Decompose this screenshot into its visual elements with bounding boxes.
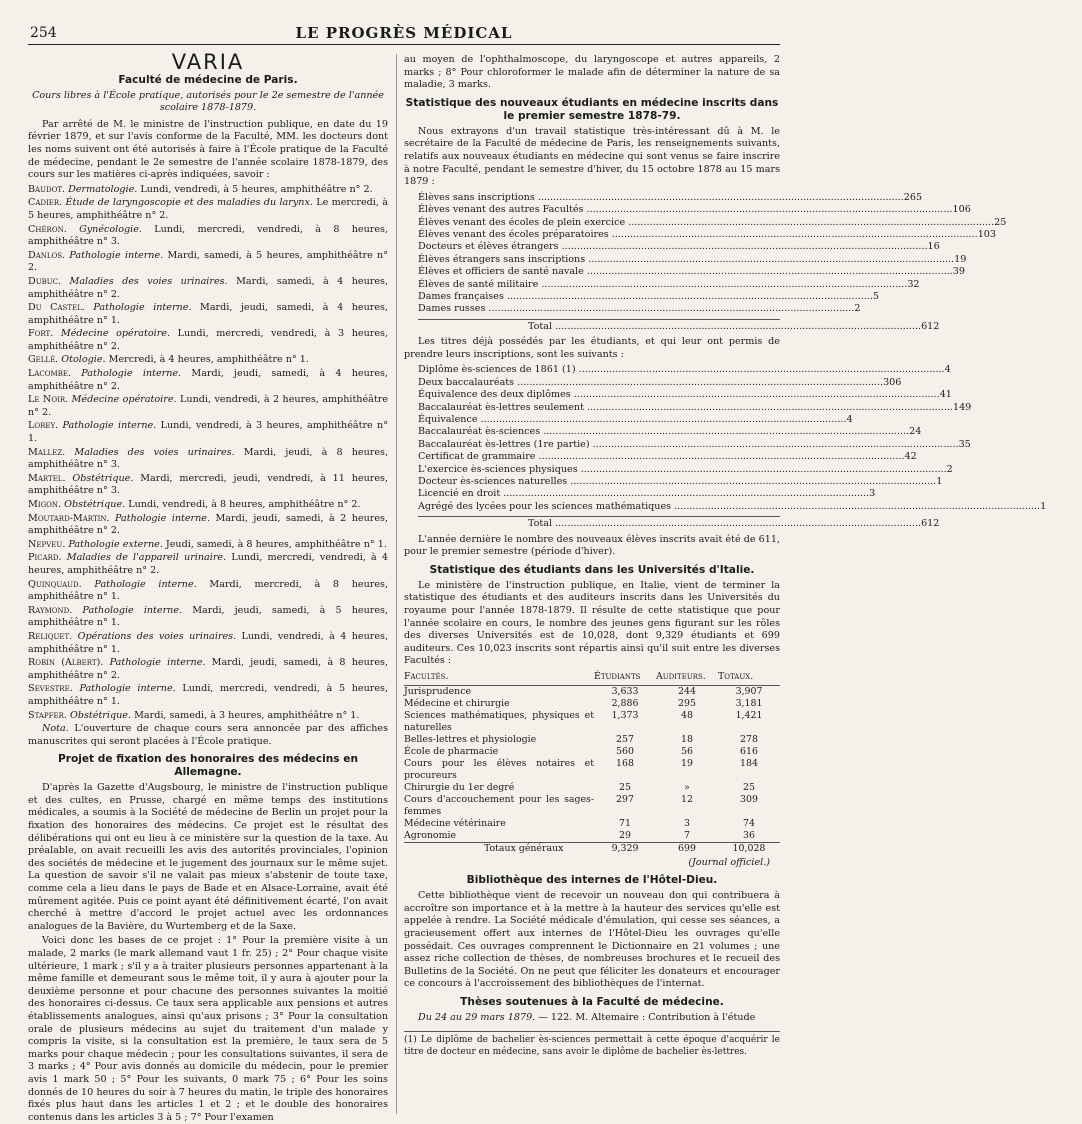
table-cell-faculty: Agronomie xyxy=(404,829,457,841)
theses-date: Du 24 au 29 mars 1879. xyxy=(418,1011,536,1023)
table-cell-number: 10,028 xyxy=(718,842,780,855)
item-value: 19 xyxy=(954,253,967,265)
italy-stats-title: Statistique des étudiants dans les Universités d'Italie. xyxy=(429,563,755,576)
students-stats-total xyxy=(418,319,940,333)
course-lecturer: Stapfer. xyxy=(28,709,67,721)
list-item xyxy=(418,191,923,204)
faculty-paris-subtitle: Cours libres à l'École pratique, autorisés pour le 2e semestre de l'année scolaire 1878-1879. xyxy=(32,89,384,114)
course-lecturer: Picard. xyxy=(28,552,62,564)
course-subject: Pathologie interne. xyxy=(69,249,164,261)
item-value: 149 xyxy=(952,401,972,413)
course-entry xyxy=(28,710,388,723)
course-entry xyxy=(28,276,388,301)
item-value: 35 xyxy=(958,438,971,450)
item-label: Élèves de santé militaire ..... xyxy=(418,279,907,291)
table-cell-faculty: Sciences mathématiques, physiques et naturelles xyxy=(404,709,594,733)
course-lecturer: Lacombe. xyxy=(28,368,71,380)
list-item xyxy=(418,376,902,389)
item-label: Deux baccalauréats ..... xyxy=(418,377,883,389)
table-cell-number: 560 xyxy=(616,745,634,757)
faculty-paris-intro: Par arrêté de M. le ministre de l'instruction publique, en date du 19 février 1879, et sur l'avis conforme de la Faculté, MM. les docteurs dont les noms suivent ont été autorisés à faire à l'École pratique de la Faculté de médecine, pendant le 2e semestre de l'année scolaire 1878-1879, des cours sur les matières ci-après indiquées, savoir : xyxy=(28,118,388,181)
item-label: Baccalauréat ès-lettres (1re partie) ..... xyxy=(418,439,959,451)
item-label: Élèves venant des écoles de plein exercice ..... xyxy=(418,217,994,229)
table-cell-number: 184 xyxy=(740,757,758,769)
list-item xyxy=(418,500,1047,513)
course-entry xyxy=(28,605,388,630)
theses-entry: — 122. M. Altemaire : Contribution à l'étude xyxy=(535,1011,756,1023)
table-cell-number: 297 xyxy=(616,793,634,805)
course-schedule: Mercredi, à 4 heures, amphithéâtre n° 1. xyxy=(105,354,309,366)
table-cell-number: 3,633 xyxy=(611,685,639,697)
table-cell-number: 48 xyxy=(681,709,693,721)
course-schedule: Lundi, vendredi, à 4 heures, amphithéâtre n° 1. xyxy=(28,630,388,655)
item-label: Dames russes ..... xyxy=(418,303,854,315)
list-item xyxy=(418,228,997,241)
course-subject: Otologie. xyxy=(61,354,106,366)
students-stats-title: Statistique des nouveaux étudiants en médecine inscrits dans le premier semestre 1878-79. xyxy=(405,96,779,122)
table-cell-number: 244 xyxy=(678,685,696,697)
item-value: 16 xyxy=(927,241,940,253)
course-schedule: Mardi, mercredi, jeudi, vendredi, à 11 heures, amphithéâtre n° 3. xyxy=(28,472,388,497)
course-entry xyxy=(28,368,388,393)
course-schedule: Lundi, mercredi, vendredi, à 8 heures, amphithéâtre n° 3. xyxy=(28,223,389,248)
course-lecturer: Reliquet. xyxy=(28,630,73,642)
course-schedule: Lundi, vendredi, à 5 heures, amphithéâtre n° 2. xyxy=(137,183,373,195)
course-subject: Pathologie interne. xyxy=(109,657,206,669)
item-value: 306 xyxy=(883,376,902,388)
library-text: Cette bibliothèque vient de recevoir un nouveau don qui contribuera à accroître son importance et à la mettre à la hauteur des services qu'elle est appelée à rendre. La Société médicale d'émulation, qui cesse ses séances, a gracieusement offert aux internes de l'Hôtel-Dieu les ouvrages qu'elle possédait. Ces ouvrages comprennent le Dictionnaire en 21 volumes ; une assez riche collection de thèses, de nombreuses brochures et le recueil des Bulletins de la Société. On ne peut que féliciter les donateurs et encourager ce concours à l'accroissement des bibliothèques de l'internat. xyxy=(404,890,780,990)
course-schedule: Lundi, vendredi, à 3 heures, amphithéâtre n° 1. xyxy=(28,420,388,445)
item-label: Baccalauréat ès-lettres seulement ..... xyxy=(418,402,953,414)
honoraires-continuation: au moyen de l'ophthalmoscope, du laryngoscope et autres appareils, 2 marks ; 8° Pour chloroformer le malade afin de déterminer la nature de sa maladie, 3 marks. xyxy=(404,54,780,91)
course-subject: Médecine opératoire. xyxy=(71,394,177,406)
table-cell-faculty: Totaux généraux xyxy=(404,842,594,855)
list-item xyxy=(418,216,1007,229)
italy-stats-intro: Le ministère de l'instruction publique, en Italie, vient de terminer la statistique des étudiants et des auditeurs inscrits dans les Universités du royaume pour l'année 1878-1879. Il résulte de cette statistique que pour l'année scolaire en cours, le nombre des jeunes gens figurant sur les rôles des diverses Universités est de 10,028, dont 9,329 étudiants et 699 auditeurs. Ces 10,023 inscrits sont répartis ainsi qu'il suit entre les diverses Facultés : xyxy=(404,579,780,667)
table-cell-number: 1,421 xyxy=(735,709,763,721)
course-entry xyxy=(28,552,388,577)
course-subject: Pathologie interne. xyxy=(115,512,211,524)
course-lecturer: Migon. xyxy=(28,499,62,510)
course-entry xyxy=(28,328,388,353)
table-cell-number: 3,181 xyxy=(735,697,763,709)
table-cell-faculty: Jurisprudence xyxy=(404,685,471,697)
table-cell-number: 25 xyxy=(619,781,631,793)
course-lecturer: Quinquaud. xyxy=(28,578,82,590)
course-subject: Gynécologie. xyxy=(79,223,142,235)
item-value: 1 xyxy=(1040,500,1047,512)
course-subject: Maladies de l'appareil urinaire. xyxy=(66,552,227,564)
theses-title: Thèses soutenues à la Faculté de médecine. xyxy=(460,995,724,1008)
course-subject: Obstétrique. xyxy=(64,499,126,510)
honoraires-paragraph-1: D'après la Gazette d'Augsbourg, le ministre de l'instruction publique et des cultes, en Prusse, chargé en même temps des institutions médicales, a soumis à la Société de médecine de Berlin un projet pour la fixation des honoraires des médecins. Ce projet est le résultat des délibérations qui ont eu lieu à ce ministère sur la question de la taxe. Au préalable, on avait recueilli les avis des autorités provinciales, l'opinion des sociétés de médecine et le jugement des journaux sur le même sujet. La question de savoir s'il ne valait pas mieux s'abstenir de toute taxe, comme cela a lieu dans le pays de Bade et en Alsace-Lorraine, avait été mûrement agitée. Puis ce point ayant été définitivement écarté, l'on avait cherché à mettre d'accord le projet actuel avec les ordonnances analogues de la Bavière, du Wurtemberg et de la Saxe. xyxy=(28,782,388,932)
table-cell-faculty: Médecine et chirurgie xyxy=(404,697,510,709)
course-entry xyxy=(28,657,388,682)
total-value: 612 xyxy=(921,320,940,332)
nota-paragraph xyxy=(28,723,388,748)
table-cell-faculty: École de pharmacie xyxy=(404,745,499,757)
course-schedule: Mardi, samedi, à 5 heures, amphithéâtre n° 2. xyxy=(28,249,388,274)
course-subject: Pathologie interne. xyxy=(82,604,183,616)
table-cell-number: 1,373 xyxy=(611,709,639,721)
honoraires-paragraph-2: Voici donc les bases de ce projet : 1° Pour la première visite à un malade, 2 marks (le mark allemand vaut 1 fr. 25) ; 2° Pour chaque visite ultérieure, 1 mark ; s'il y a à traiter plusieurs personnes appartenant à la même famille et demeurant sous le même toit, il y aura à ajouter pour la deuxième personne et pour chacune des personnes suivantes la moitié des honoraires ci-dessus. Ce taux sera applicable aux pensions et autres établissements analogues, ainsi qu'aux prisons ; 3° Pour la consultation orale de plusieurs médecins au sujet du traitement d'un malade y compris la visite, si la consultation est la première, le taux sera de 5 marks pour chaque médecin ; pour les consultations suivantes, il sera de 3 marks ; 4° Pour avis donnés au domicile du médecin, pour le premier avis 1 mark 50 ; 5° Pour les suivants, 0 mark 75 ; 6° Pour les soins donnés de 10 heures du soir à 7 heures du matin, le triple des honoraires fixés plus haut dans les articles 1 et 2 ; et le double des honoraires contenus dans les articles 3 à 5 ; 7° Pour l'examen xyxy=(28,935,388,1123)
item-value: 32 xyxy=(907,278,920,290)
course-schedule: Lundi, mercredi, vendredi, à 4 heures, amphithéâtre n° 2. xyxy=(28,552,388,576)
total-row xyxy=(418,516,940,530)
source-credit: (Journal officiel.) xyxy=(688,856,770,868)
table-row xyxy=(404,746,780,758)
total-row xyxy=(418,319,940,333)
column-header: Totaux. xyxy=(718,670,780,685)
table-cell-number: 56 xyxy=(681,745,693,757)
table-row xyxy=(404,830,780,843)
course-schedule: Mardi, mercredi, à 8 heures, amphithéâtre n° 1. xyxy=(28,578,388,603)
table-cell-number: 699 xyxy=(656,842,718,855)
column-header: Auditeurs. xyxy=(656,670,718,685)
item-value: 3 xyxy=(869,488,876,500)
course-lecturer: Dubuc. xyxy=(28,275,62,287)
course-subject: Obstétrique. xyxy=(72,472,134,484)
list-item xyxy=(418,241,940,253)
section-heading-varia: VARIA xyxy=(171,50,245,74)
list-item xyxy=(418,303,861,315)
item-value: 265 xyxy=(903,191,923,203)
course-lecturer: Moutard-Martin. xyxy=(28,512,110,524)
course-lecturer: Le Noir. xyxy=(28,394,69,406)
nota-text: L'ouverture de chaque cours sera annoncée par des affiches manuscrites qui seront placées à l'École pratique. xyxy=(28,723,388,747)
column-header: Facultés. xyxy=(404,670,594,685)
item-value: 103 xyxy=(977,228,997,240)
table-row xyxy=(404,794,780,818)
item-value: 4 xyxy=(944,364,951,376)
item-value: 2 xyxy=(854,303,861,315)
titles-intro: Les titres déjà possédés par les étudiants, et qui leur ont permis de prendre leurs inscriptions, sont les suivants : xyxy=(404,336,780,360)
table-row xyxy=(404,685,780,698)
table-row xyxy=(404,698,780,710)
table-cell-number: 71 xyxy=(619,817,631,829)
course-subject: Pathologie interne. xyxy=(93,302,192,314)
course-lecturer: Cadier. xyxy=(28,197,63,209)
list-item xyxy=(418,266,966,278)
table-cell-number: » xyxy=(684,781,690,793)
course-entry xyxy=(28,224,388,249)
item-label: Diplôme ès-sciences de 1861 (1) ..... xyxy=(418,364,945,376)
table-cell-number: 2,886 xyxy=(611,697,639,709)
course-schedule: Lundi, mercredi, vendredi, à 5 heures, amphithéâtre n° 1. xyxy=(28,683,388,707)
list-item xyxy=(418,291,879,303)
total-label: Total ..... xyxy=(418,321,921,333)
list-item xyxy=(418,389,952,401)
left-column xyxy=(28,50,397,1123)
item-label: Dames françaises ..... xyxy=(418,291,873,303)
item-label: Docteurs et élèves étrangers ..... xyxy=(418,241,928,253)
course-list xyxy=(28,184,388,722)
item-label: Équivalence ..... xyxy=(418,414,847,426)
course-schedule: Lundi, vendredi, à 8 heures, amphithéâtre n° 2. xyxy=(125,499,361,510)
students-closing: L'année dernière le nombre des nouveaux élèves inscrits avait été de 611, pour le premier semestre (période d'hiver). xyxy=(404,533,780,558)
course-schedule: Mardi, jeudi, à 8 heures, amphithéâtre n° 3. xyxy=(28,446,389,471)
course-schedule: Lundi, mercredi, vendredi, à 3 heures, amphithéâtre n° 2. xyxy=(28,328,388,352)
table-body xyxy=(404,685,780,855)
item-value: 41 xyxy=(939,389,952,401)
item-value: 2 xyxy=(946,463,953,475)
course-schedule: Mardi, jeudi, samedi, à 4 heures, amphithéâtre n° 1. xyxy=(28,302,388,326)
course-subject: Obstétrique. xyxy=(69,709,132,721)
course-schedule: Mardi, jeudi, samedi, à 8 heures, amphithéâtre n° 2. xyxy=(28,657,388,681)
right-column xyxy=(404,54,1047,1114)
course-schedule: Mardi, samedi, à 3 heures, amphithéâtre n° 1. xyxy=(131,709,360,721)
item-label: Élèves venant des écoles préparatoires ..... xyxy=(418,229,978,241)
course-entry xyxy=(28,473,388,498)
item-value: 24 xyxy=(909,426,922,438)
course-lecturer: Lorey. xyxy=(28,420,59,432)
list-item xyxy=(418,451,917,463)
course-schedule: Lundi, vendredi, à 2 heures, amphithéâtre n° 2. xyxy=(28,394,388,418)
item-label: Baccalauréat ès-sciences ..... xyxy=(418,426,909,438)
list-item xyxy=(418,426,922,438)
course-lecturer: Fort. xyxy=(28,328,54,340)
course-entry xyxy=(28,513,388,538)
item-value: 42 xyxy=(904,451,917,463)
item-value: 4 xyxy=(846,414,853,426)
course-lecturer: Sevestre. xyxy=(28,683,73,695)
course-schedule: Jeudi, samedi, à 8 heures, amphithéâtre n° 1. xyxy=(162,538,387,550)
course-subject: Pathologie externe. xyxy=(68,538,163,550)
course-subject: Dermatologie. xyxy=(68,183,138,195)
course-subject: Pathologie interne. xyxy=(81,368,182,380)
table-cell-faculty: Cours pour les élèves notaires et procureurs xyxy=(404,757,594,781)
table-cell-number: 3 xyxy=(684,817,690,829)
table-cell-number: 3,907 xyxy=(735,685,763,697)
course-schedule: Mardi, jeudi, samedi, à 5 heures, amphithéâtre n° 1. xyxy=(28,604,388,629)
course-entry xyxy=(28,420,388,445)
table-cell-number: 7 xyxy=(684,829,690,841)
course-subject: Pathologie interne. xyxy=(79,683,176,695)
table-cell-number: 19 xyxy=(681,757,693,769)
list-item xyxy=(418,204,971,216)
students-stats-intro: Nous extrayons d'un travail statistique très-intéressant dû à M. le secrétaire de la Faculté de médecine de Paris, les renseignements suivants, relatifs aux nouveaux étudiants en médecine qui sont venus se faire inscrire à notre Faculté, pendant le semestre d'hiver, du 15 octobre 1878 au 15 mars 1879 : xyxy=(404,125,780,188)
course-lecturer: Raymond. xyxy=(28,604,73,616)
table-cell-number: 257 xyxy=(616,733,634,745)
item-label: Élèves et officiers de santé navale ..... xyxy=(418,266,953,278)
table-header-row xyxy=(404,670,780,685)
theses-text xyxy=(404,1012,780,1025)
item-label: Élèves sans inscriptions ..... xyxy=(418,192,904,204)
honoraires-title: Projet de fixation des honoraires des médecins en Allemagne. xyxy=(57,753,359,779)
item-value: 1 xyxy=(936,476,943,488)
course-lecturer: Baudot. xyxy=(28,183,66,195)
table-row xyxy=(404,818,780,830)
course-schedule: Mardi, jeudi, samedi, à 4 heures, amphithéâtre n° 2. xyxy=(28,368,388,392)
item-label: L'exercice ès-sciences physiques ..... xyxy=(418,464,947,476)
table-cell-number: 309 xyxy=(740,793,758,805)
course-lecturer: Gellé. xyxy=(28,354,59,366)
course-entry xyxy=(28,354,388,367)
course-schedule: Le mercredi, à 5 heures, amphithéâtre n° 2. xyxy=(28,197,388,221)
course-entry xyxy=(28,683,388,708)
list-item xyxy=(418,253,967,266)
list-item xyxy=(418,278,920,291)
journal-title: LE PROGRÈS MÉDICAL xyxy=(295,24,513,42)
table-cell-number: 74 xyxy=(743,817,755,829)
item-label: Équivalence des deux diplômes ..... xyxy=(418,389,940,401)
nota-label: Nota. xyxy=(42,723,69,735)
course-entry xyxy=(28,394,388,419)
course-entry xyxy=(28,499,388,512)
table-cell-number: 25 xyxy=(743,781,755,793)
course-entry xyxy=(28,250,388,275)
course-schedule: Mardi, samedi, à 4 heures, amphithéâtre n° 2. xyxy=(28,275,388,300)
course-subject: Pathologie interne. xyxy=(94,578,197,590)
table-cell-faculty: Chirurgie du 1er degré xyxy=(404,781,515,793)
course-entry xyxy=(28,184,388,197)
course-lecturer: Nepveu. xyxy=(28,538,66,550)
course-schedule: Mardi, jeudi, samedi, à 2 heures, amphithéâtre n° 2. xyxy=(28,512,388,537)
faculty-paris-title: Faculté de médecine de Paris. xyxy=(118,73,298,86)
list-item xyxy=(418,414,853,426)
table-cell-number: 29 xyxy=(619,829,631,841)
course-entry xyxy=(28,197,388,222)
totals-row xyxy=(404,842,780,855)
item-label: Licencié en droit ..... xyxy=(418,488,869,500)
table-cell-number: 36 xyxy=(743,829,755,841)
table-cell-faculty: Cours d'accouchement pour les sages-femmes xyxy=(404,793,594,817)
table-cell-faculty: Belles-lettres et physiologie xyxy=(404,733,537,745)
course-entry xyxy=(28,539,388,552)
total-label: Total ..... xyxy=(418,518,921,530)
table-row xyxy=(404,710,780,734)
table-cell-number: 295 xyxy=(678,697,696,709)
list-item xyxy=(418,463,953,476)
table-cell-number: 168 xyxy=(616,757,634,769)
item-value: 39 xyxy=(952,266,966,278)
titles-list xyxy=(418,364,1047,513)
item-label: Élèves venant des autres Facultés ..... xyxy=(418,204,952,216)
titles-total xyxy=(418,516,940,530)
footnote: (1) Le diplôme de bachelier ès-sciences permettait à cette époque d'acquérir le titre de docteur en médecine, sans avoir le diplôme de bachelier ès-lettres. xyxy=(404,1031,780,1059)
table-cell-number: 12 xyxy=(681,793,693,805)
course-lecturer: Robin (Albert). xyxy=(28,657,104,669)
list-item xyxy=(418,438,971,451)
item-value: 106 xyxy=(952,204,971,216)
table-cell-number: 278 xyxy=(740,733,758,745)
item-label: Docteur ès-sciences naturelles ..... xyxy=(418,476,936,488)
list-item xyxy=(418,476,943,488)
library-title: Bibliothèque des internes de l'Hôtel-Dieu. xyxy=(466,874,718,887)
course-subject: Maladies des voies urinaires. xyxy=(69,275,228,287)
table-cell-faculty: Médecine vétérinaire xyxy=(404,817,506,829)
course-lecturer: Du Castel. xyxy=(28,302,85,314)
students-stats-list xyxy=(418,191,1007,316)
journal-page xyxy=(28,22,1047,1123)
course-entry xyxy=(28,302,388,327)
list-item xyxy=(418,401,972,414)
course-lecturer: Danlos. xyxy=(28,249,66,261)
table-row xyxy=(404,758,780,782)
item-label: Certificat de grammaire ..... xyxy=(418,451,905,463)
table-row xyxy=(404,734,780,746)
course-subject: Médecine opératoire. xyxy=(60,328,171,340)
item-label: Élèves étrangers sans inscriptions ..... xyxy=(418,254,954,266)
course-subject: Étude de laryngoscopie et des maladies du larynx. xyxy=(65,197,313,209)
course-entry xyxy=(28,579,388,604)
table-cell-number: 9,329 xyxy=(594,842,656,855)
total-value: 612 xyxy=(921,518,940,530)
course-lecturer: Chéron. xyxy=(28,223,67,235)
course-entry xyxy=(28,631,388,656)
list-item xyxy=(418,364,951,376)
item-value: 5 xyxy=(872,291,879,302)
course-lecturer: Mallez. xyxy=(28,446,66,458)
table-cell-number: 616 xyxy=(740,745,758,757)
item-value: 25 xyxy=(994,216,1007,228)
italy-faculties-table xyxy=(404,670,780,855)
list-item xyxy=(418,488,876,500)
item-label: Agrégé des lycées pour les sciences mathématiques ..... xyxy=(418,501,1040,513)
table-row xyxy=(404,782,780,794)
page-header xyxy=(28,22,780,45)
course-entry xyxy=(28,447,388,472)
course-lecturer: Martel. xyxy=(28,472,66,484)
page-number: 254 xyxy=(30,25,57,41)
course-subject: Pathologie interne. xyxy=(62,420,157,432)
course-subject: Maladies des voies urinaires. xyxy=(74,446,235,458)
course-subject: Opérations des voies urinaires. xyxy=(77,630,237,642)
table-cell-number: 18 xyxy=(681,733,693,745)
column-header: Étudiants xyxy=(594,670,656,685)
